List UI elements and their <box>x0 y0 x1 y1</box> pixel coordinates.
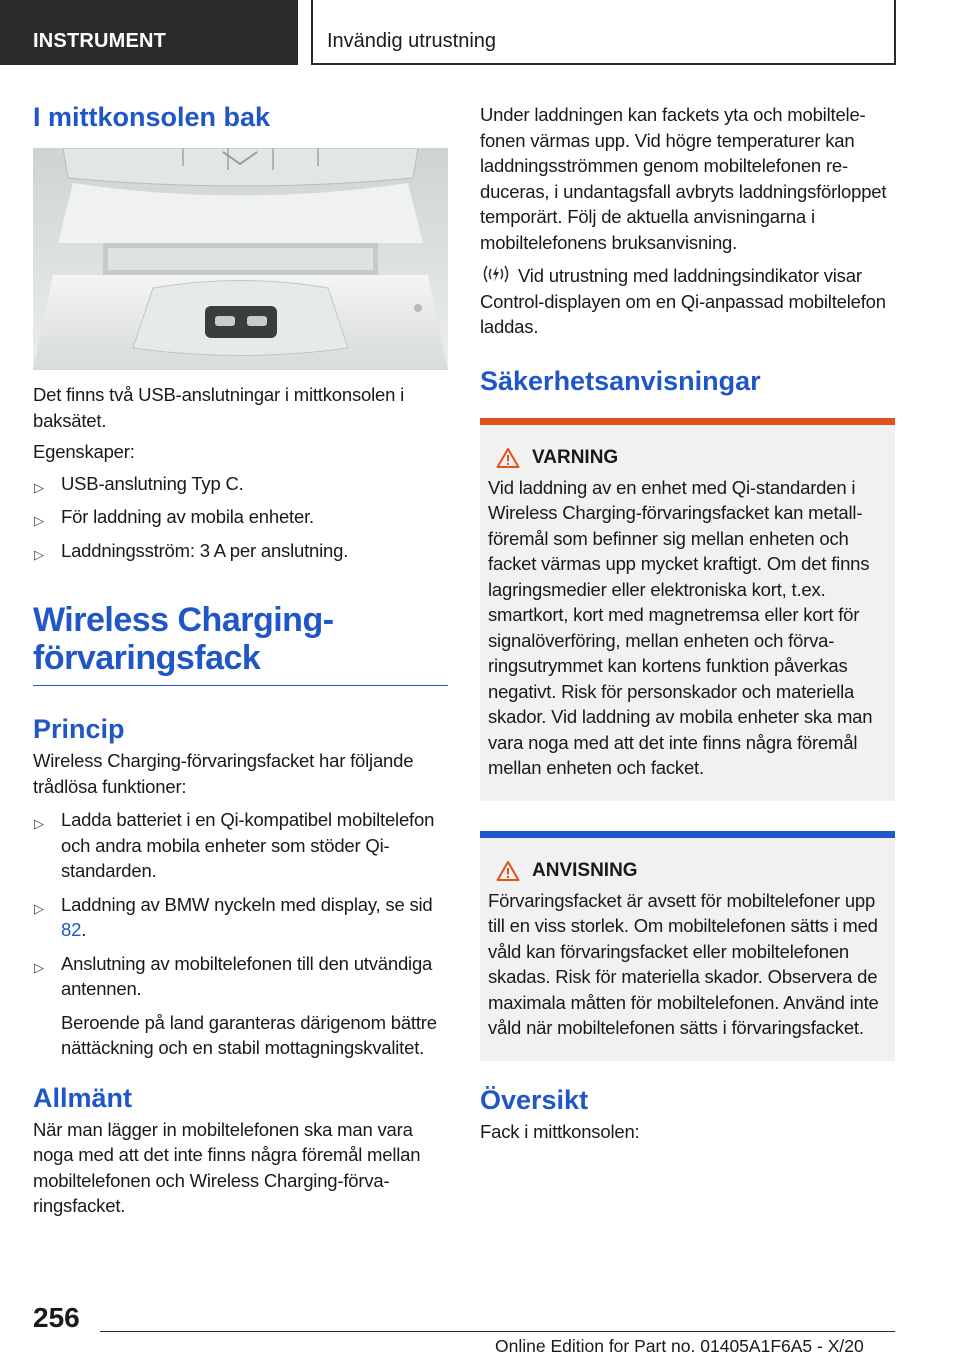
heading-mittkonsol: I mittkonsolen bak <box>33 102 271 132</box>
charging-indicator-text: Vid utrustning med laddningsindikator visar Control-displayen om en Qi-anpassad mobiltelefon laddas. <box>480 265 886 337</box>
list-item: ▷ För laddning av mobila enheter. <box>33 504 448 530</box>
features-label: Egenskaper: <box>33 441 135 462</box>
warning-text: Vid laddning av en enhet med Qi-standarden i Wireless Charging-förvaringsfacket kan metallföremål som befinner sig mellan enheten och facket värmas upp mycket kraftigt. Om det finns lagringsmedier eller elektroniska kort, t.ex. smartkort, kort med magnetremsa eller kort för signalöverföring, mellan enheten och förvaringsutrymmet kan kortens funktion påverkas negativt. Risk för personskador och materiella skador. Vid laddning av mobila enheter ska man vara noga med att det inte finns några föremål mellan enheten och facket. <box>488 476 873 778</box>
list-item: ▷ Laddningsström: 3 A per anslutning. <box>33 538 448 564</box>
warning-title: VARNING <box>488 445 887 471</box>
oversikt-text: Fack i mittkonsolen: <box>480 1120 640 1142</box>
heading-sakerhet: Säkerhetsanvisningar <box>480 365 761 396</box>
charging-heat-text: Under laddningen kan fackets yta och mobiltelefonen värmas upp. Vid högre temperaturer kan laddningsströmmen genom mobiltelefonen reduceras, i undantagsfall avbryts laddningsförloppet temporärt. Följ de aktuella anvisningarna i mobiltelefonens bruksanvisning. <box>480 104 887 253</box>
edition-text: Online Edition for Part no. 01405A1F6A5 - X/20 <box>495 1336 864 1356</box>
subsection-tab <box>311 0 896 65</box>
subsection-title: Invändig utrustning <box>327 30 497 52</box>
list-item: ▷ Ladda batteriet i en Qi-kompatibel mobiltelefon och andra mobila enheter som stöder Qi-standarden. <box>34 809 435 881</box>
warning-triangle-icon <box>496 860 520 882</box>
list-item: ▷ USB-anslutning Typ C. <box>33 471 448 497</box>
functions-list <box>33 807 448 1061</box>
allmant-text: När man lägger in mobiltelefonen ska man vara noga med att det inte finns några föremål mellan mobiltelefonen och Wireless Charging-förvaringsfacket. <box>33 1118 421 1216</box>
note-box <box>480 831 895 1061</box>
heading-wireless-charging: Wireless Charging-förvaringsfack <box>33 601 448 686</box>
page-number: 256 <box>33 1302 80 1333</box>
princip-text: Wireless Charging-förvaringsfacket har följande trådlösa funktioner: <box>33 750 414 797</box>
list-item: ▷ Anslutning av mobiltelefonen till den utvändiga antennen. Beroende på land garanteras därigenom bättre nättäckning och en stabil mottagningskvalitet. <box>33 951 448 1061</box>
left-column <box>33 100 448 1219</box>
right-column <box>480 100 895 1144</box>
console-usb-image <box>33 148 448 370</box>
triangle-right-icon: ▷ <box>34 900 44 916</box>
triangle-right-icon: ▷ <box>34 816 44 831</box>
footer-divider <box>100 1331 895 1332</box>
heading-allmant: Allmänt <box>33 1082 133 1113</box>
heading-oversikt: Översikt <box>480 1084 589 1115</box>
features-list <box>33 471 448 564</box>
charging-indicator-icon <box>480 263 512 285</box>
warning-triangle-icon <box>496 447 520 469</box>
note-title: ANVISNING <box>488 858 887 884</box>
section-tab <box>0 0 298 65</box>
console-photo <box>33 148 448 370</box>
heading-princip: Princip <box>33 714 125 744</box>
triangle-right-icon: ▷ <box>34 546 44 562</box>
warning-box <box>480 418 895 801</box>
triangle-right-icon: ▷ <box>34 513 44 528</box>
page-link[interactable]: 82 <box>61 919 82 940</box>
section-title: INSTRUMENT <box>33 30 167 52</box>
list-item: ▷ Laddning av BMW nyckeln med display, se sid 82. <box>34 893 433 940</box>
usb-description: Det finns två USB-anslutningar i mittkonsolen i baksätet. <box>33 384 405 431</box>
triangle-right-icon: ▷ <box>34 959 44 975</box>
triangle-right-icon: ▷ <box>34 479 44 495</box>
list-item-extra: Beroende på land garanteras därigenom bättre nättäckning och en stabil mottagningskvalitet. <box>61 1011 437 1058</box>
note-text: Förvaringsfacket är avsett för mobiltelefoner upp till en viss storlek. Om mobiltelefonen sätts i med våld kan förvaringsfacket eller mobiltelefonen skadas. Risk för materiella skador. Observera de maximala måtten för mobiltelefonen. Använd inte våld när mobiltelefonen sätts i förvaringsfacket. <box>488 889 879 1038</box>
